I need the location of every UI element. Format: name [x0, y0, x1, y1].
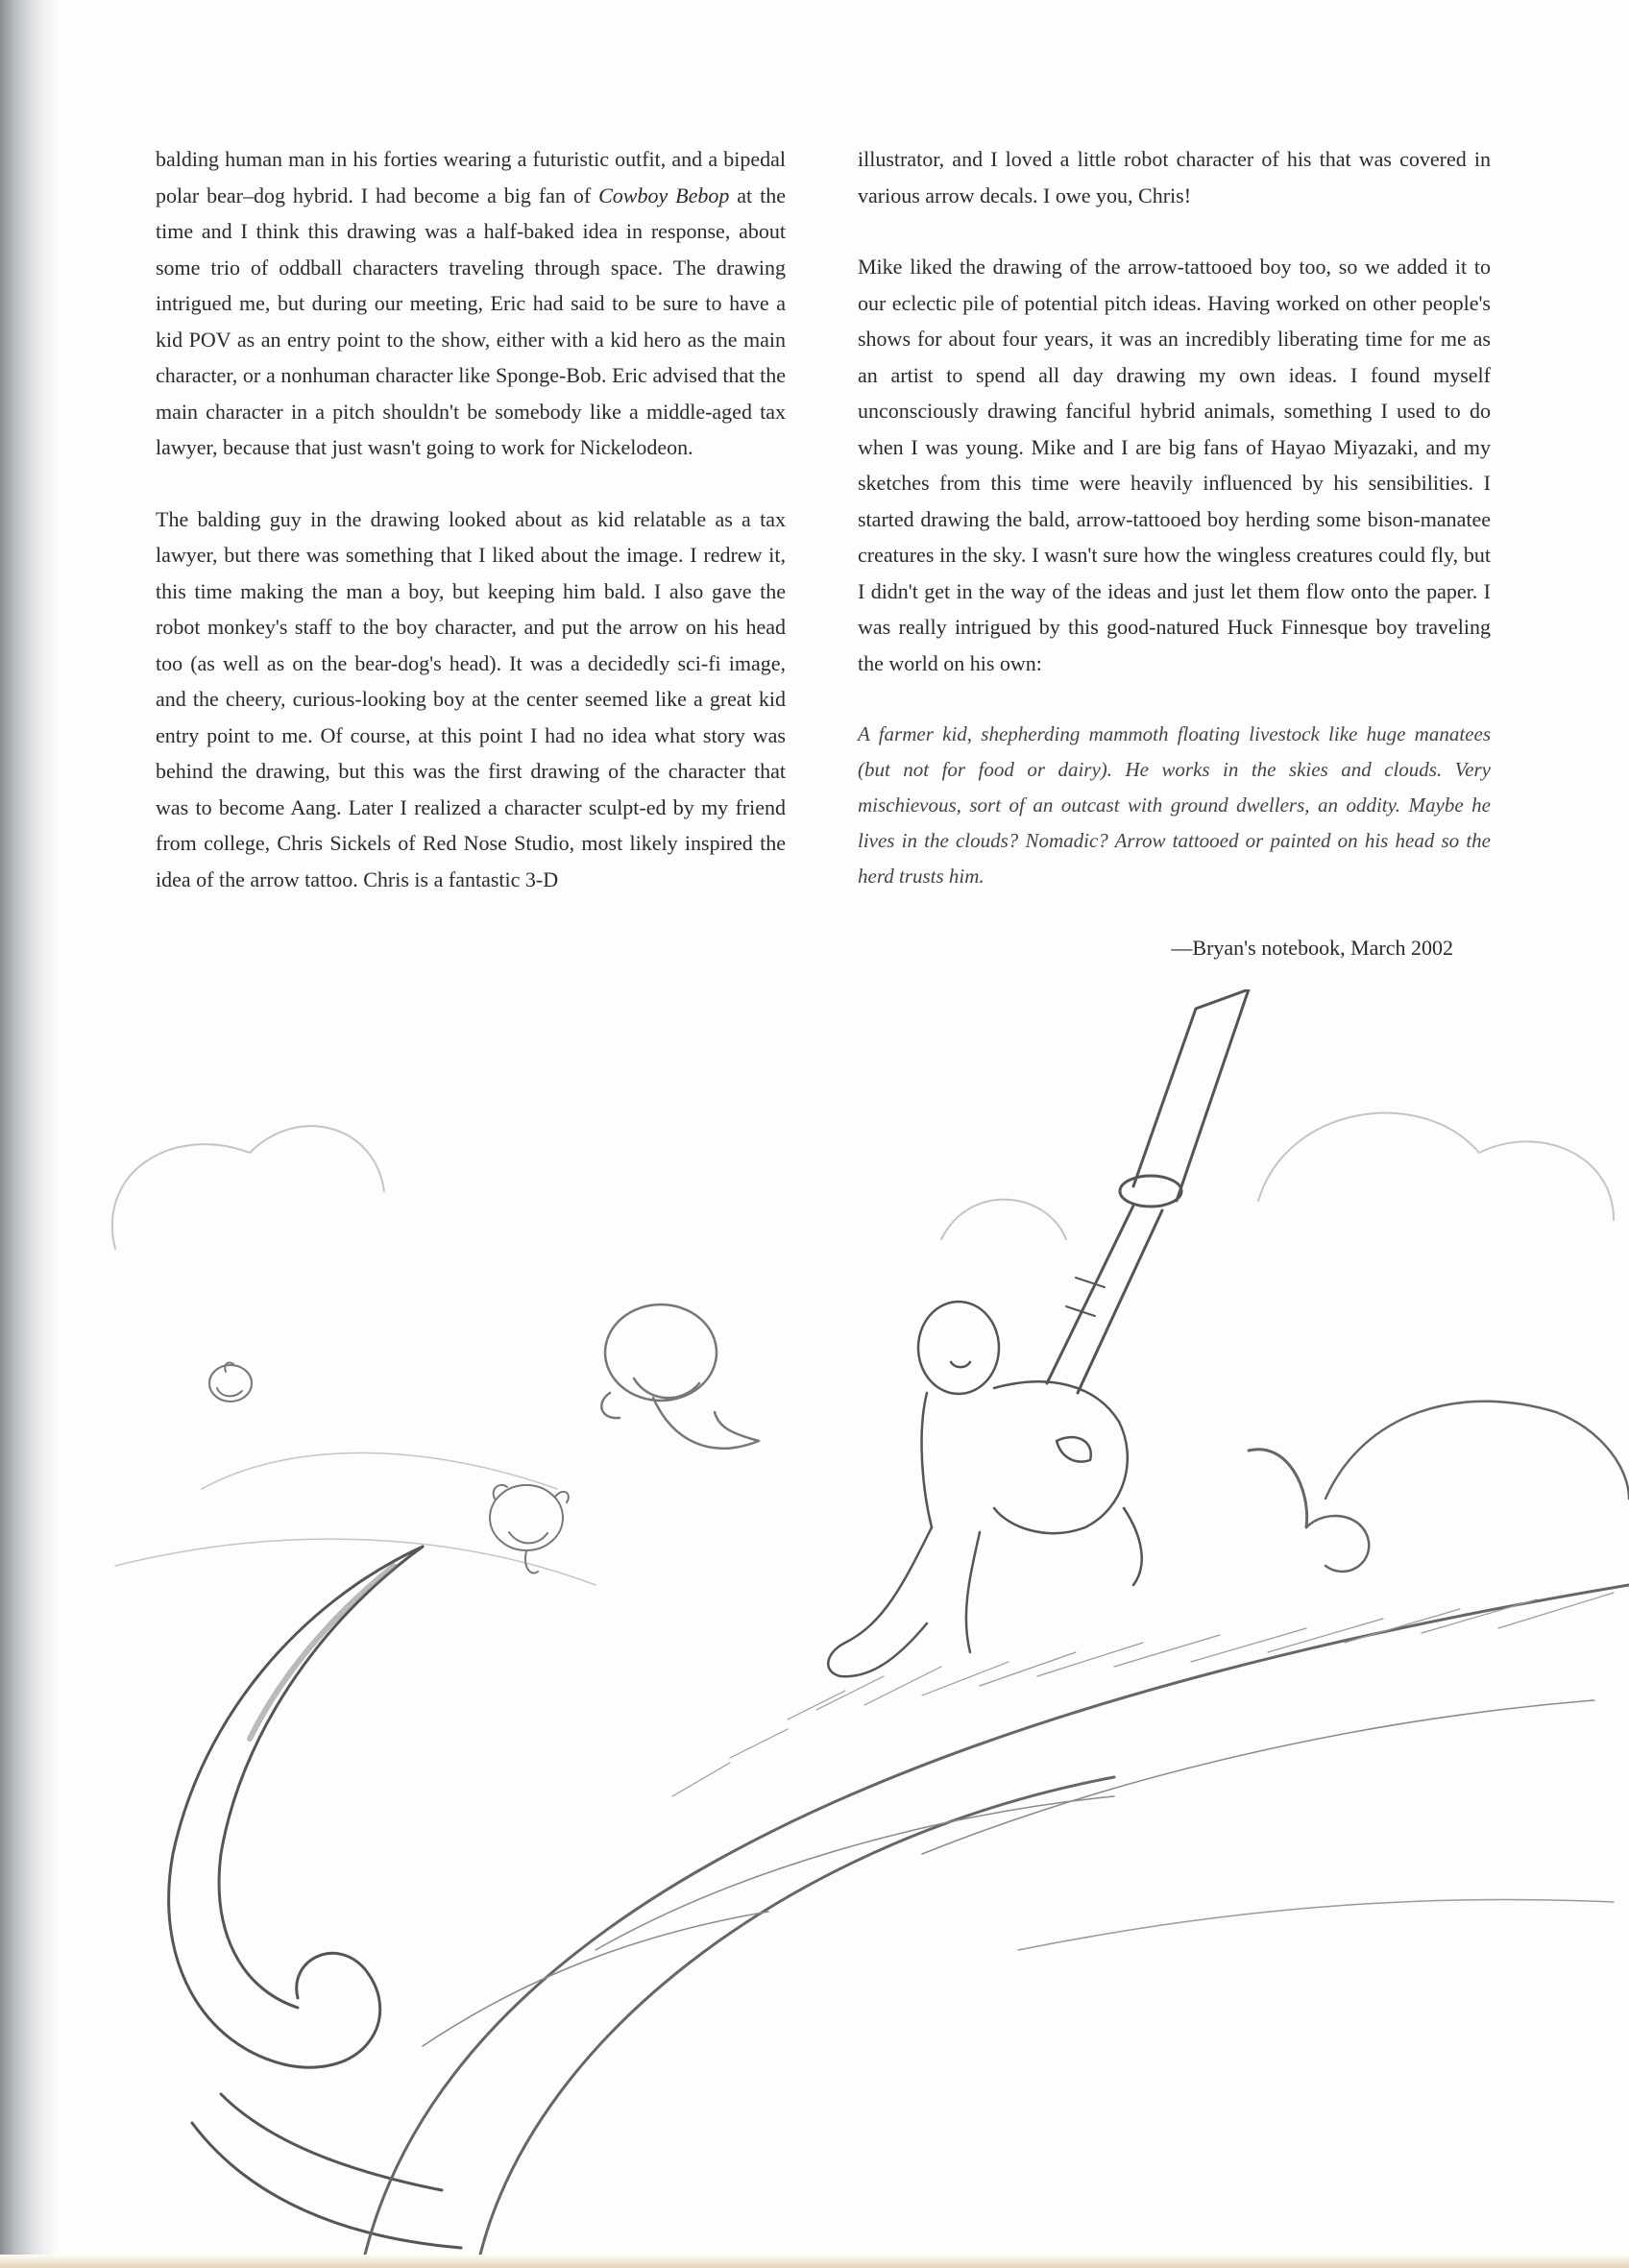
left-text-column — [156, 141, 786, 897]
left-paragraph-1-text-a: balding human man in his forties wearing a futuristic outfit, and a bipedal polar bear–dog hybrid. I had become a big fan of — [156, 147, 786, 207]
pencil-sketch-illustration — [58, 989, 1629, 2255]
right-paragraph-1: illustrator, and I loved a little robot character of his that was covered in various arrow decals. I owe you, Chris! — [858, 147, 1491, 207]
sky-bison-body — [365, 1585, 1629, 2255]
left-paragraph-2: The balding guy in the drawing looked about as kid relatable as a tax lawyer, but there was something that I liked about the image. I redrew it, this time making the man a boy, but keeping him bald. I also gave the robot monkey's staff to the boy character, and put the arrow on his head too (as well as on the bear-dog's head). It was a decidedly sci-fi image, and the cheery, curious-looking boy at the center seemed like a great kid entry point to me. Of course, at this point I had no idea what story was behind the drawing, but this was the first drawing of the character that was to become Aang. Later I realized a character sculpt-ed by my friend from college, Chris Sickels of Red Nose Studio, most likely inspired the idea of the arrow tattoo. Chris is a fantastic 3-D — [156, 506, 786, 891]
right-text-column — [858, 141, 1491, 965]
flying-bison-small-1 — [209, 1362, 252, 1402]
flying-bison-small-2 — [490, 1485, 569, 1573]
left-paragraph-1-text-b: at the time and I think this drawing was a half-baked idea in response, about some trio of oddball characters traveling through space. The drawing intrigued me, but during our meeting, Eric had said to be sure to have a kid POV as an entry point to the show, either with a kid hero as the main character, or a nonhuman character like Sponge-Bob. Eric advised that the main character in a pitch shouldn't be somebody like a middle-aged tax lawyer, because that just wasn't going to work for Nickelodeon. — [156, 183, 786, 459]
glider-staff — [1047, 989, 1249, 1393]
right-paragraph-2: Mike liked the drawing of the arrow-tattooed boy too, so we added it to our eclectic pile of potential pitch ideas. Having worked on other people's shows for about four years, it was an incredibly liberating time for me as an artist to spend all day drawing my own ideas. I found myself unconsciously drawing fanciful hybrid animals, something I used to do when I was young. Mike and I are big fans of Hayao Miyazaki, and my sketches from this time were heavily influenced by his sensibilities. I started drawing the bald, arrow-tattooed boy herding some bison-manatee creatures in the sky. I wasn't sure how the wingless creatures could fly, but I didn't get in the way of the ideas and just let them flow onto the paper. I was really intrigued by this good-natured Huck Finnesque boy traveling the world on his own: — [858, 255, 1491, 675]
background-clouds — [112, 1113, 1614, 1585]
bison-head-right — [1249, 1402, 1629, 1572]
notebook-quote: A farmer kid, shepherding mammoth floating livestock like huge manatees (but not for food or dairy). He works in the skies and clouds. Very mischievous, sort of an outcast with ground dwellers, an oddity. Maybe he lives in the clouds? Nomadic? Arrow tattooed or painted on his head so the herd trusts him. — [858, 722, 1491, 888]
fur-hatching — [672, 1593, 1614, 1796]
left-paragraph-1 — [156, 141, 786, 466]
flying-bison-medium — [601, 1305, 759, 1449]
binding-gutter-shadow — [0, 0, 58, 2268]
quote-attribution: —Bryan's notebook, March 2002 — [1171, 936, 1453, 960]
page-bottom-edge — [0, 2255, 1629, 2268]
show-title-cowboy-bebop: Cowboy Bebop — [598, 183, 730, 207]
bison-tail-swirl — [169, 1547, 461, 2248]
